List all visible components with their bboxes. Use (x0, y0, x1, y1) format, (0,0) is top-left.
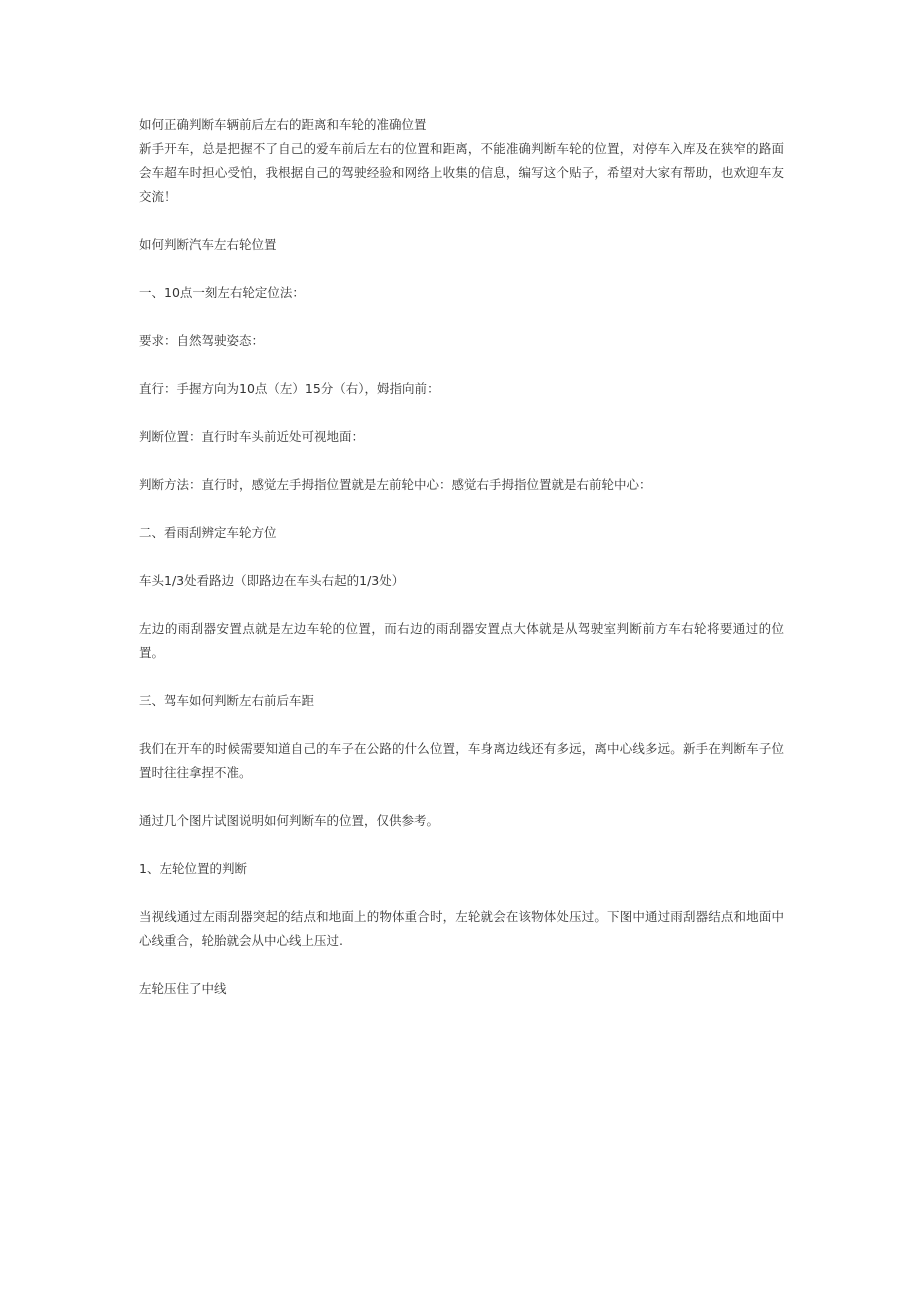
need-know-paragraph: 我们在开车的时候需要知道自己的车子在公路的什么位置，车身离边线还有多远，离中心线多远。新手在判断车子位置时往往拿捏不准。 (139, 741, 784, 780)
straight-driving-paragraph: 直行：手握方向为10点（左）15分（右），姆指向前： (139, 381, 440, 396)
method-two-heading: 二、看雨刮辨定车轮方位 (139, 525, 277, 540)
intro-paragraph: 新手开车，总是把握不了自己的爱车前后左右的位置和距离，不能准确判断车轮的位置，对停车入库及在狭窄的路面会车超车时担心受怕，我根据自己的驾驶经验和网络上收集的信息，编写这个贴子，希望对大家有帮助，也欢迎车友交流！ (139, 141, 784, 204)
article-title: 如何正确判断车辆前后左右的距离和车轮的准确位置 (139, 117, 427, 132)
image-caption: 左轮压住了中线 (139, 981, 227, 996)
left-wheel-heading: 1、左轮位置的判断 (139, 861, 247, 876)
judge-position-paragraph: 判断位置：直行时车头前近处可视地面： (139, 429, 365, 444)
section-heading-wheel-position: 如何判断汽车左右轮位置 (139, 237, 277, 252)
judge-method-paragraph: 判断方法：直行时，感觉左手拇指位置就是左前轮中心：感觉右手拇指位置就是右前轮中心： (139, 477, 652, 492)
pictures-paragraph: 通过几个图片试图说明如何判断车的位置，仅供参考。 (139, 813, 440, 828)
wiper-paragraph: 左边的雨刮器安置点就是左边车轮的位置，而右边的雨刮器安置点大体就是从驾驶室判断前方车右轮将要通过的位置。 (139, 621, 784, 660)
article-body (139, 113, 784, 1001)
method-three-heading: 三、驾车如何判断左右前后车距 (139, 693, 315, 708)
sight-line-paragraph: 当视线通过左雨刮器突起的结点和地面上的物体重合时，左轮就会在该物体处压过。下图中通过雨刮器结点和地面中心线重合，轮胎就会从中心线上压过. (139, 909, 784, 948)
method-one-heading: 一、10点一刻左右轮定位法： (139, 285, 305, 300)
one-third-paragraph: 车头1/3处看路边（即路边在车头右起的1/3处） (139, 573, 405, 588)
requirement-paragraph: 要求：自然驾驶姿态： (139, 333, 265, 348)
